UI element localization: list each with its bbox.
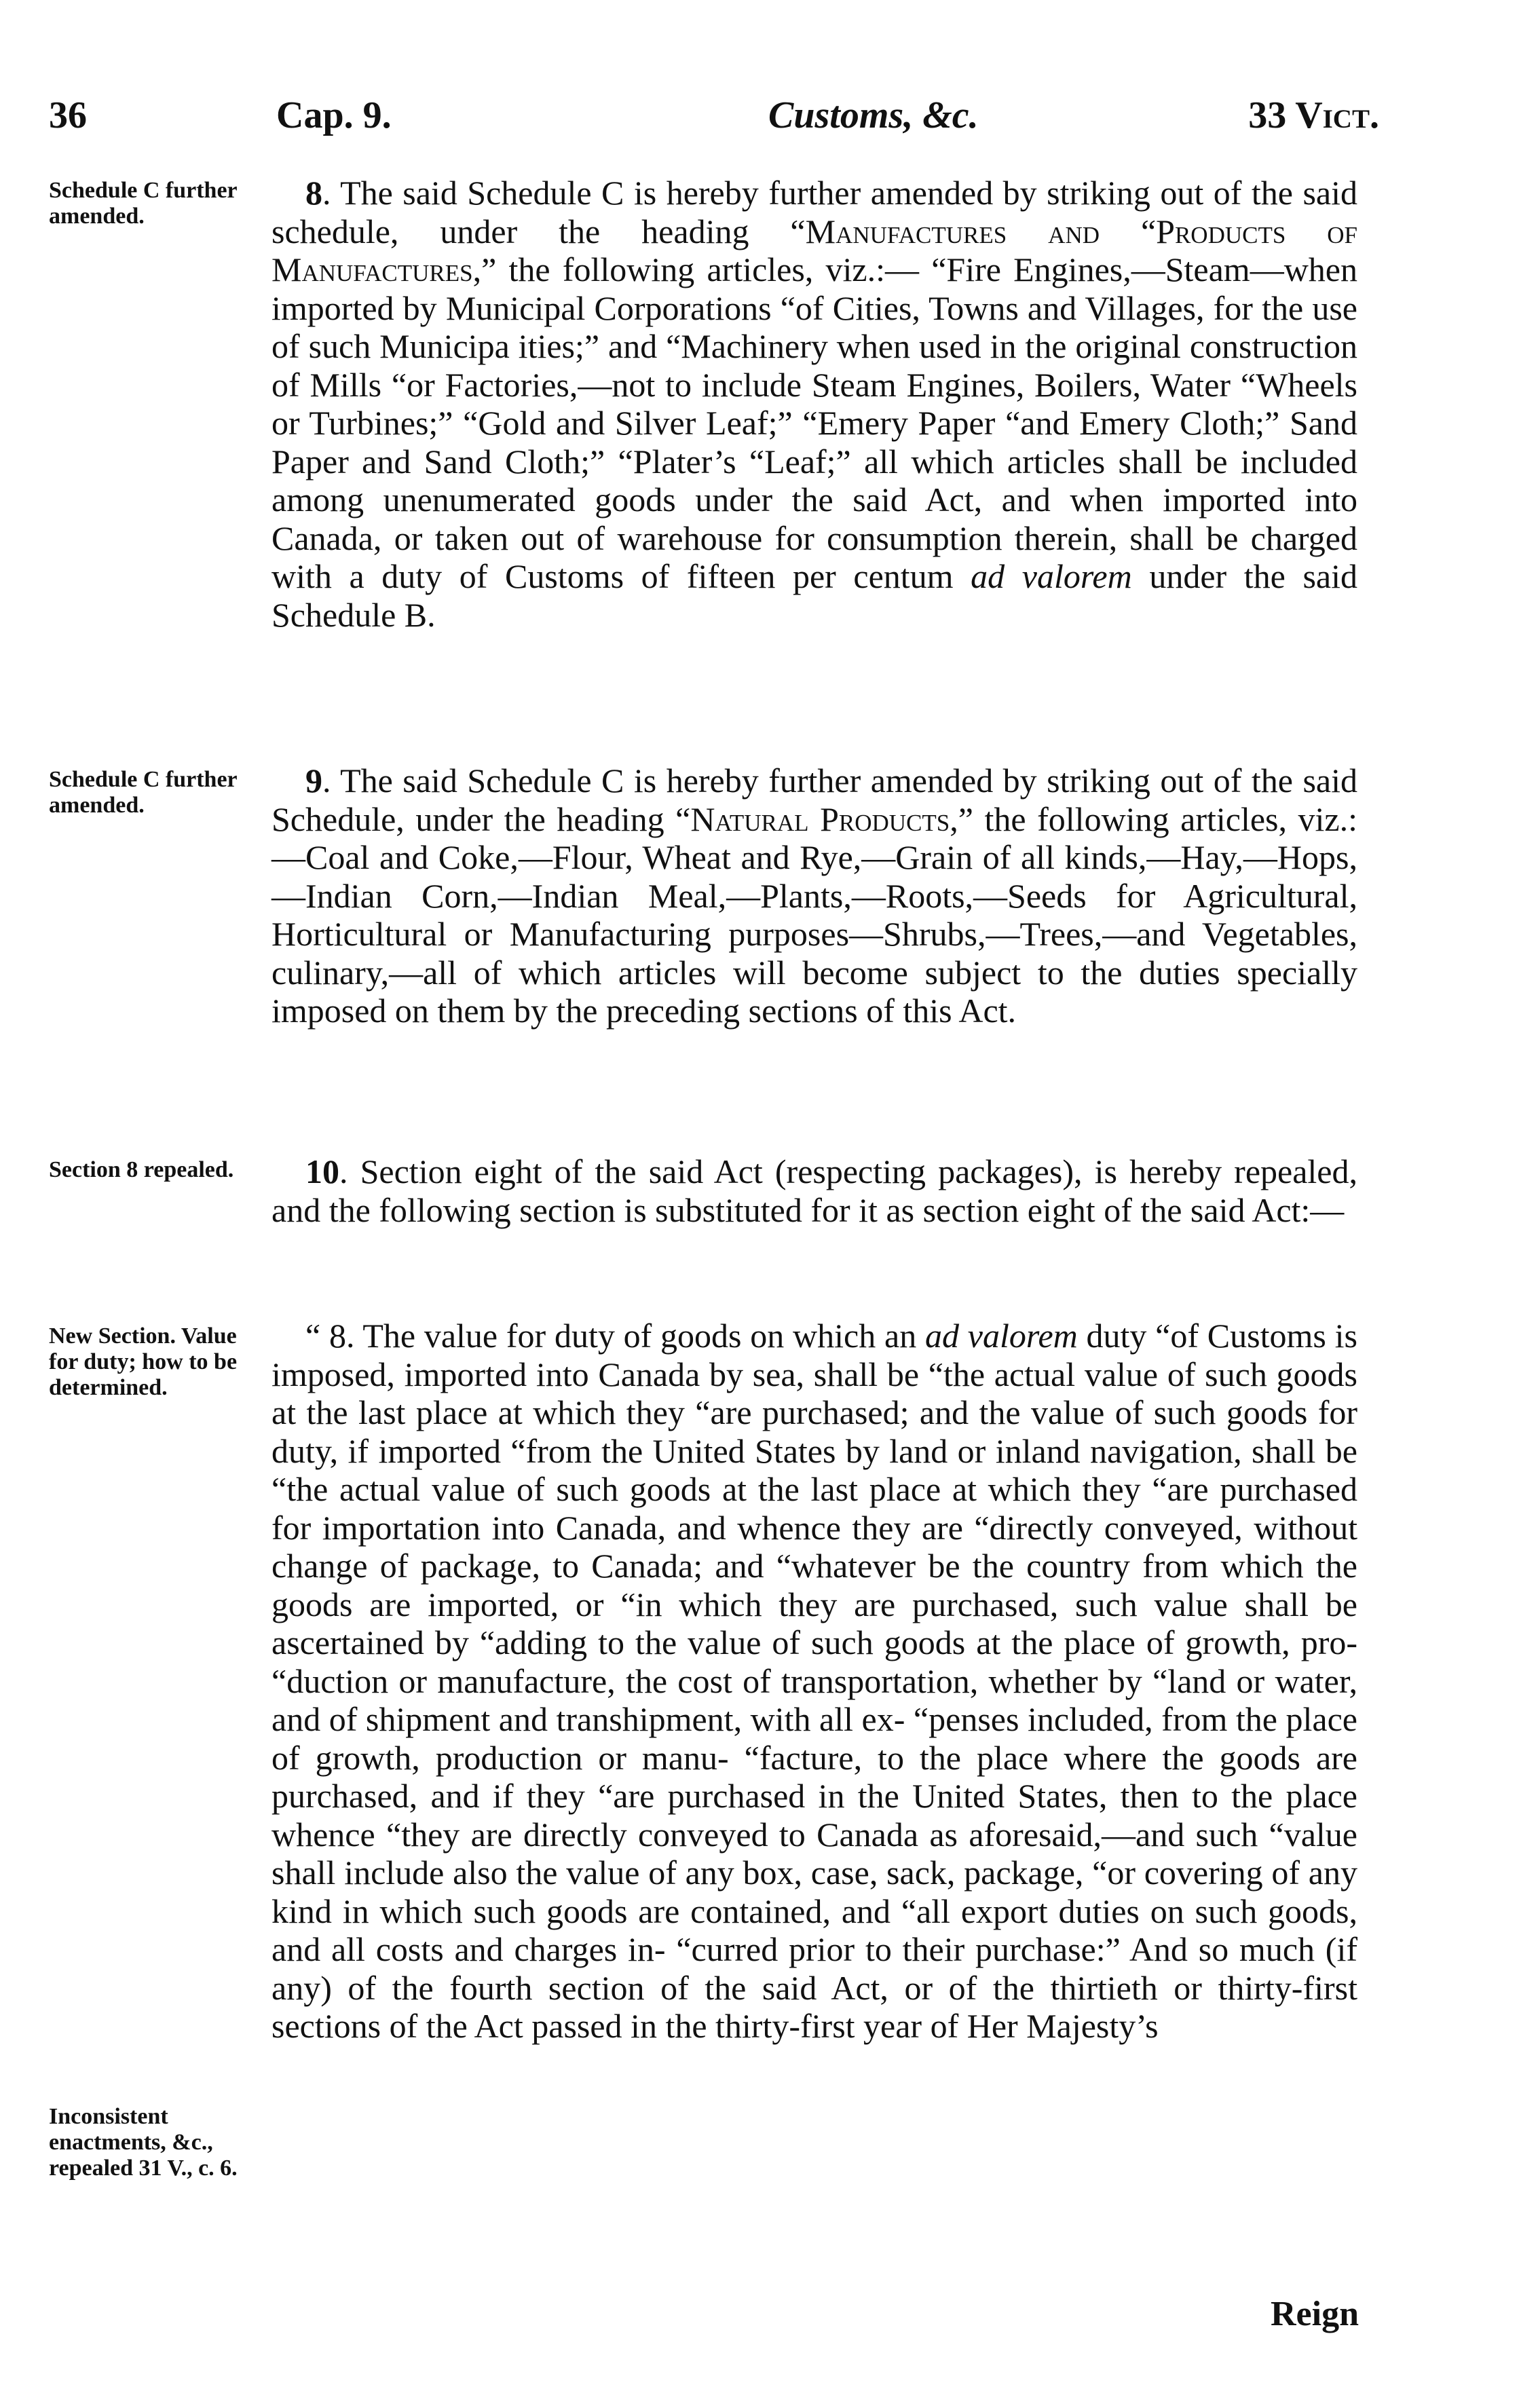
section-8-heading: Manufactures and “Products of Manufactures: [271, 212, 1357, 288]
section-10-paragraph: 10. Section eight of the said Act (respecting packages), is hereby repealed, and the following section is substituted for it as section eight of the said Act:—: [271, 1152, 1357, 1229]
running-title: Customs, &c.: [768, 94, 979, 136]
section-9-number: 9: [305, 761, 322, 799]
margin-note-inconsistent-enactments: Inconsistent enactments, &c., repealed 31 V., c. 6.: [49, 2104, 238, 2181]
section-10-number: 10: [305, 1152, 339, 1190]
chapter-label: Cap. 9.: [276, 94, 392, 136]
section-9-paragraph: 9. The said Schedule C is hereby further amended by striking out of the said Schedule, under the heading “Natural Products,” the following articles, viz.:—Coal and Coke,—Flour, Wheat and Rye,—Grain of all kinds,—Hay,—Hops,—Indian Corn,—Indian Meal,—Plants,—Roots,—Seeds for Agricultural, Horticultural or Manufacturing purposes—Shrubs,—Trees,—and Vegetables, culinary,—all of which articles will become subject to the duties specially imposed on them by the preceding sections of this Act.: [271, 761, 1358, 1030]
new-section-8-paragraph: “ 8. The value for duty of goods on which an ad valorem duty “of Customs is imposed, imported into Canada by sea, shall be “the actual value of such goods at the last place at which they “are purchased; and the value of such goods for duty, if imported “from the United States by land or inland navigation, shall be “the actual value of such goods at the last place at which they “are purchased for importation into Canada, and whence they are “directly conveyed, without change of package, to Canada; and “whatever be the country from which the goods are imported, or “in which they are purchased, such value shall be ascertained by “adding to the value of such goods at the place of growth, pro- “duction or manufacture, the cost of transportation, whether by “land or water, and of shipment and transhipment, with all ex- “penses included, from the place of growth, production or manu- “facture, to the place where the goods are purchased, and if they “are purchased in the United States, then to the place whence “they are directly conveyed to Canada as aforesaid,—and such “value shall include also the value of any box, case, sack, package, “or covering of any kind in which such goods are contained, and “all export duties on such goods, and all costs and charges in- “curred prior to their purchase:” And so much (if any) of the fourth section of the said Act, or of the thirtieth or thirty-first sections of the Act passed in the thirty-first year of Her Majesty’s: [271, 1317, 1357, 2045]
margin-note-schedule-c-2: Schedule C further amended.: [49, 767, 238, 818]
section-9-heading: Natural Products: [690, 799, 950, 838]
margin-note-new-section: New Section. Value for duty; how to be determined.: [49, 1323, 238, 1400]
catchword: Reign: [1271, 2295, 1359, 2333]
margin-note-schedule-c-1: Schedule C further amended.: [49, 178, 238, 229]
running-header: [49, 94, 1379, 148]
margin-note-section-8-repealed: Section 8 repealed.: [49, 1157, 234, 1182]
section-8-paragraph: 8. The said Schedule C is hereby further amended by striking out of the said schedule, under the heading “Manufactures and “Products of Manufactures,” the following articles, viz.:— “Fire Engines,—Steam—when imported by Municipal Corporations “of Cities, Towns and Villages, for the use of such Municipa ities;” and “Machinery when used in the original construction of Mills “or Factories,—not to include Steam Engines, Boilers, Water “Wheels or Turbines;” “Gold and Silver Leaf;” “Emery Paper “and Emery Cloth;” Sand Paper and Sand Cloth;” “Plater’s “Leaf;” all which articles shall be included among unenumerated goods under the said Act, and when imported into Canada, or taken out of warehouse for consumption therein, shall be charged with a duty of Customs of fifteen per centum ad valorem under the said Schedule B.: [271, 174, 1357, 634]
page-number: 36: [49, 94, 87, 136]
section-8-number: 8: [305, 174, 322, 212]
regnal-year: 33 Vict.: [1248, 94, 1379, 136]
